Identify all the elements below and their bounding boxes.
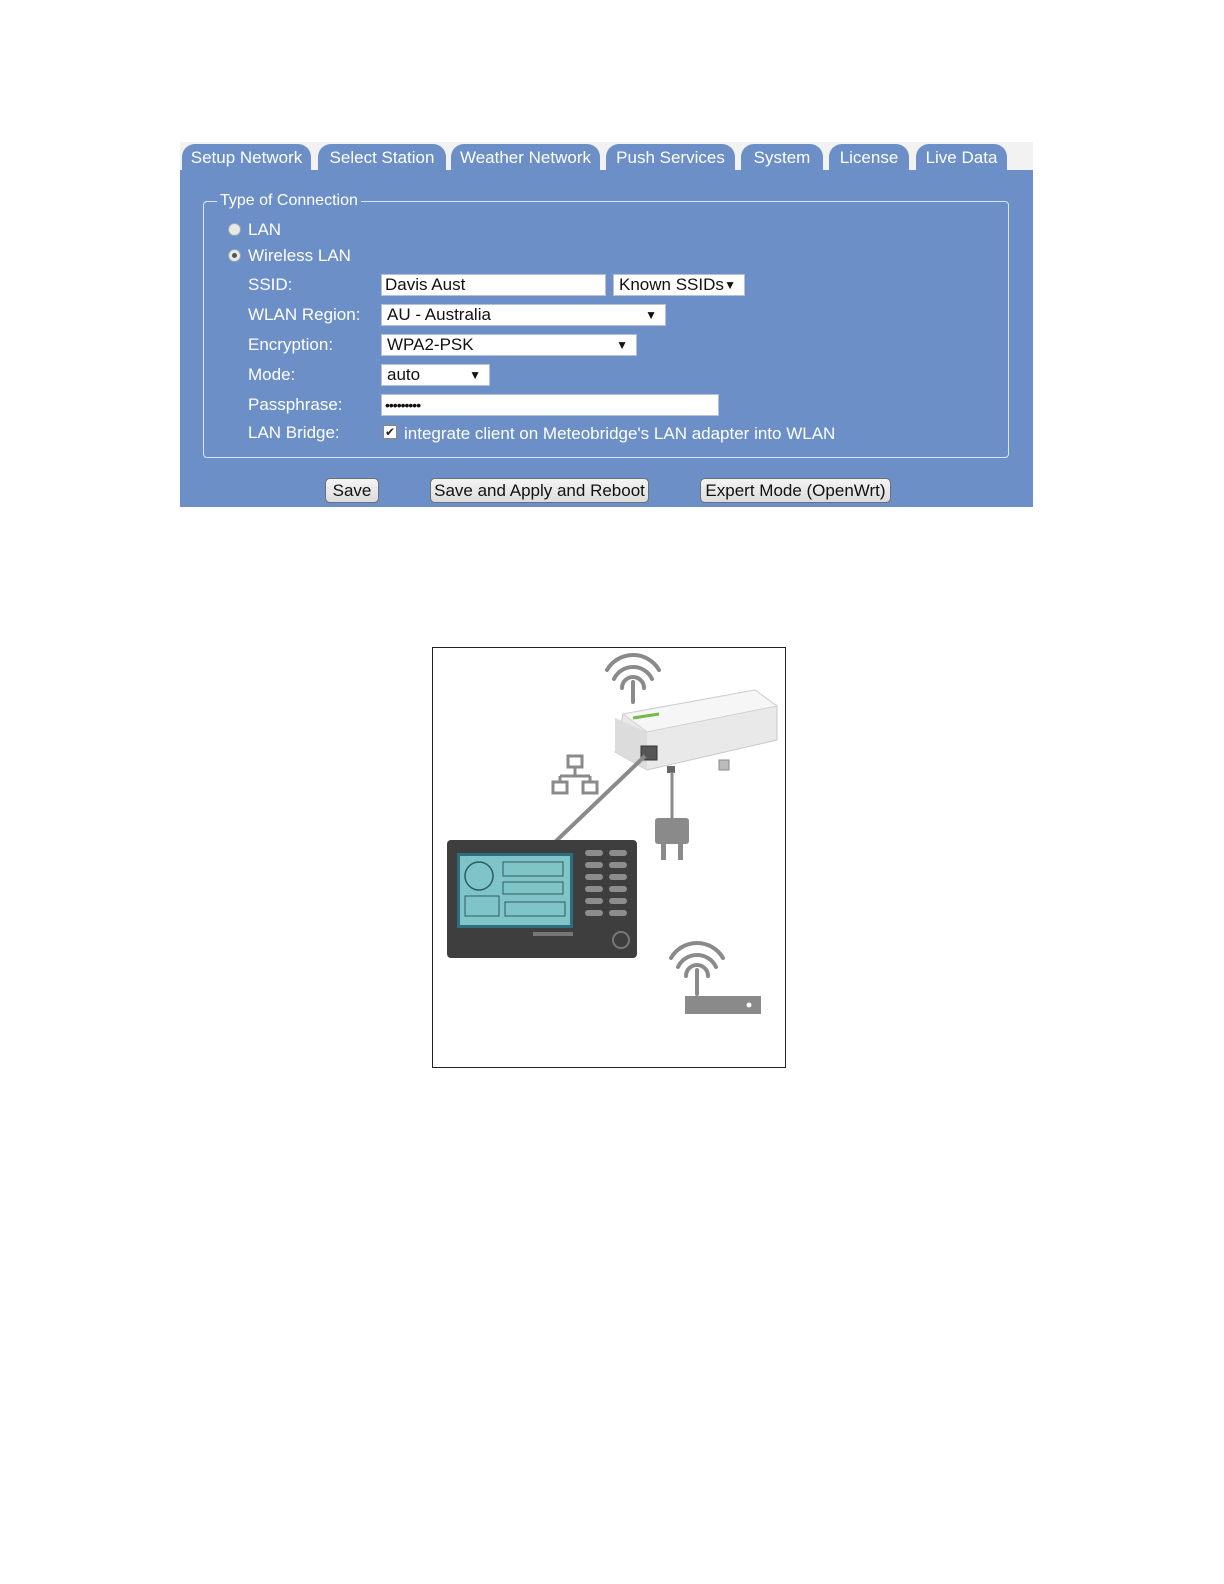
tab-push-services[interactable]: Push Services [606, 144, 735, 170]
ethernet-cable [553, 756, 645, 844]
network-diagram [432, 647, 786, 1068]
save-apply-reboot-button[interactable]: Save and Apply and Reboot [430, 478, 649, 503]
mode-value: auto [387, 365, 421, 384]
radio-wireless-lan-label: Wireless LAN [248, 246, 351, 265]
tab-license[interactable]: License [829, 144, 909, 170]
encryption-label: Encryption: [248, 335, 334, 354]
diagram-svg [433, 648, 785, 1067]
dropdown-arrow-icon: ▼ [616, 338, 628, 352]
tab-select-station[interactable]: Select Station [318, 144, 446, 170]
network-icon [553, 756, 597, 793]
wifi-icon [607, 655, 659, 702]
tab-weather-network[interactable]: Weather Network [451, 144, 600, 170]
tab-live-data[interactable]: Live Data [916, 144, 1007, 170]
tab-bar [180, 142, 1033, 170]
tab-setup-network[interactable]: Setup Network [182, 144, 311, 170]
wlan-region-select[interactable] [381, 304, 666, 326]
radio-lan-label: LAN [248, 220, 282, 239]
wifi-icon [671, 943, 723, 994]
power-plug-icon [655, 818, 689, 860]
encryption-value: WPA2-PSK [387, 335, 474, 354]
tab-system[interactable]: System [741, 144, 823, 170]
ssid-label: SSID: [248, 275, 293, 294]
wlan-region-label: WLAN Region: [248, 305, 361, 324]
dropdown-arrow-icon: ▼ [724, 278, 736, 292]
connection-fieldset [203, 201, 1009, 458]
wireless-router [685, 996, 761, 1014]
passphrase-label: Passphrase: [248, 395, 343, 414]
radio-lan[interactable] [228, 223, 241, 236]
known-ssids-select[interactable] [613, 274, 745, 296]
save-button[interactable]: Save [325, 478, 379, 503]
connection-legend: Type of Connection [217, 192, 361, 210]
lan-bridge-label: LAN Bridge: [248, 423, 340, 442]
lan-bridge-checkbox[interactable]: ✔ [384, 425, 396, 439]
known-ssids-value: Known SSIDs [619, 275, 724, 294]
dropdown-arrow-icon: ▼ [469, 368, 481, 382]
dropdown-arrow-icon: ▼ [645, 308, 657, 322]
expert-mode-button[interactable]: Expert Mode (OpenWrt) [700, 478, 891, 503]
encryption-select[interactable] [381, 334, 637, 356]
wlan-region-value: AU - Australia [387, 305, 491, 324]
ssid-input[interactable]: Davis Aust [381, 274, 606, 296]
radio-wireless-lan[interactable] [228, 249, 241, 262]
mode-select[interactable] [381, 364, 490, 386]
mode-label: Mode: [248, 365, 296, 384]
weather-console [447, 840, 637, 958]
passphrase-input[interactable]: ••••••••• [381, 394, 719, 416]
lan-bridge-text: integrate client on Meteobridge's LAN adapter into WLAN [404, 424, 836, 443]
setup-panel [180, 142, 1033, 507]
